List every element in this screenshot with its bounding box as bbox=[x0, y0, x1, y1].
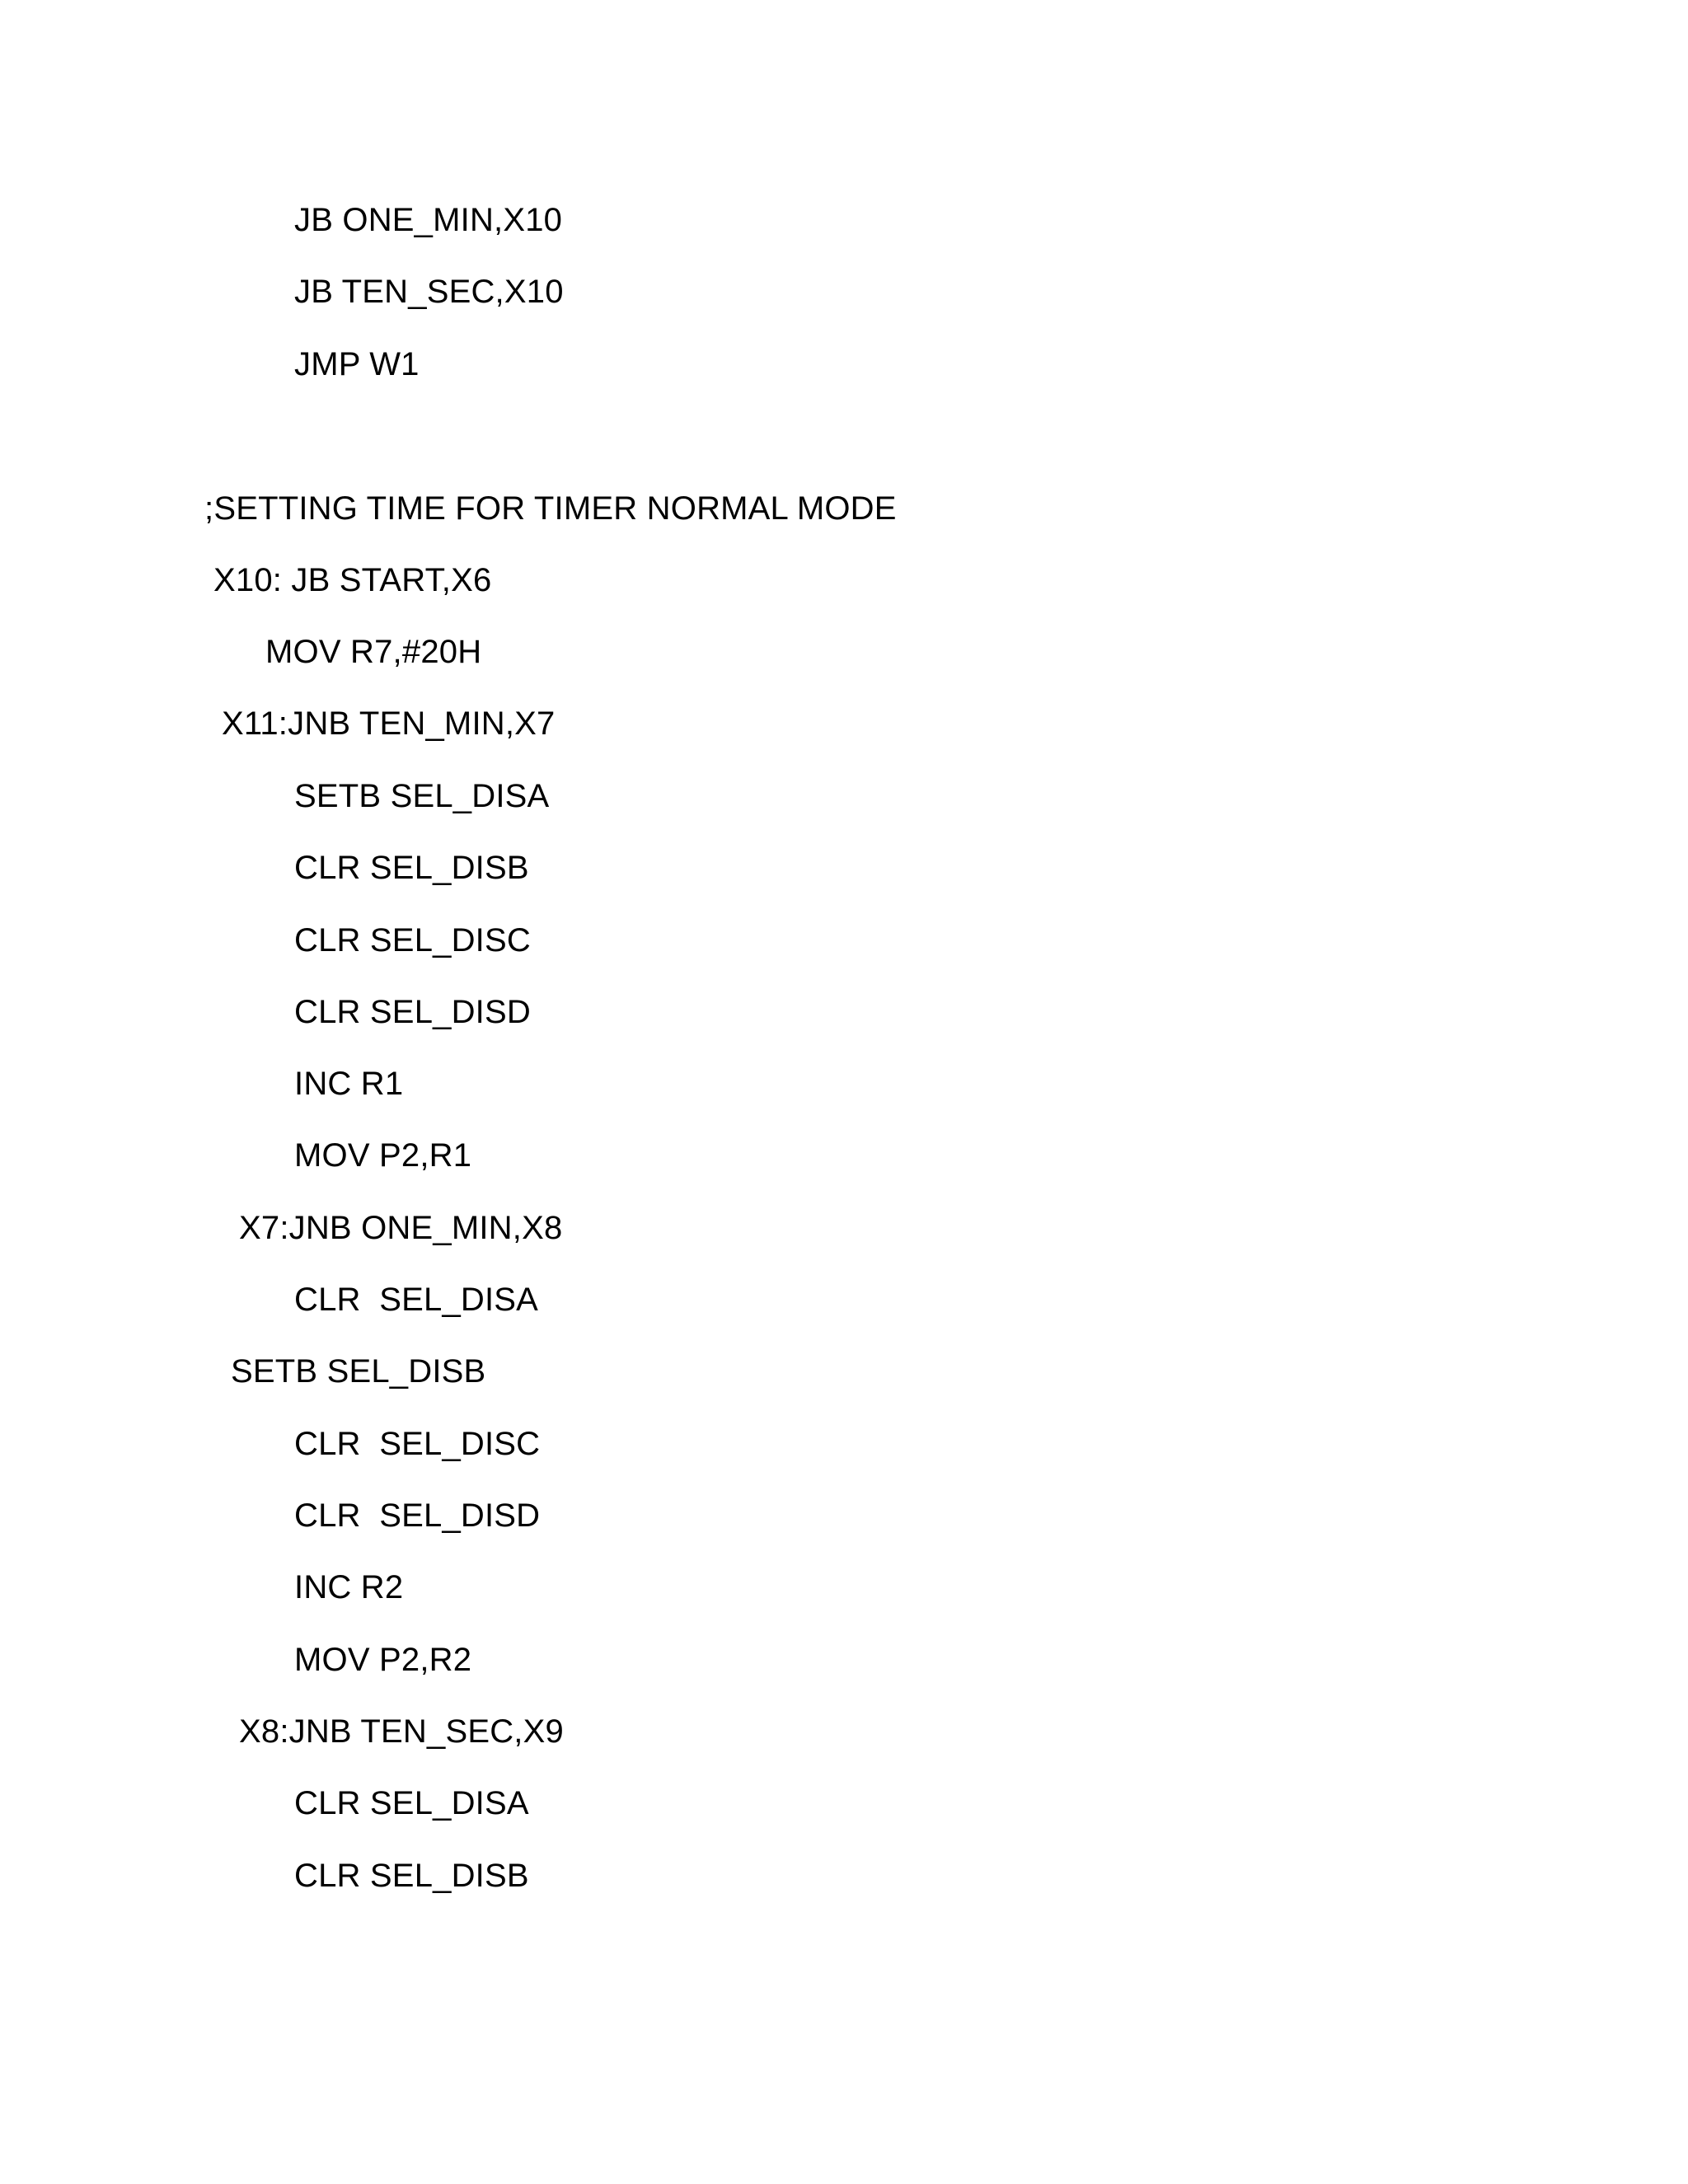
code-line: INC R1 bbox=[294, 1066, 404, 1102]
code-line: CLR SEL_DISB bbox=[294, 1858, 529, 1894]
code-line: CLR SEL_DISD bbox=[294, 1497, 541, 1534]
code-line: X11:JNB TEN_MIN,X7 bbox=[222, 705, 556, 742]
code-line: X8:JNB TEN_SEC,X9 bbox=[239, 1713, 564, 1750]
section-comment: ;SETTING TIME FOR TIMER NORMAL MODE bbox=[204, 490, 897, 527]
code-line: CLR SEL_DISC bbox=[294, 922, 531, 958]
code-line: SETB SEL_DISB bbox=[231, 1353, 486, 1390]
code-line: CLR SEL_DISD bbox=[294, 994, 531, 1030]
code-line: X10: JB START,X6 bbox=[213, 562, 492, 598]
code-line: MOV P2,R1 bbox=[294, 1137, 472, 1174]
code-line: JB TEN_SEC,X10 bbox=[294, 274, 564, 310]
code-line: JMP W1 bbox=[294, 346, 420, 382]
code-line: SETB SEL_DISA bbox=[294, 778, 550, 814]
code-line: INC R2 bbox=[294, 1569, 404, 1605]
code-line: CLR SEL_DISA bbox=[294, 1282, 539, 1318]
code-line: MOV P2,R2 bbox=[294, 1642, 472, 1678]
code-line: X7:JNB ONE_MIN,X8 bbox=[239, 1210, 563, 1246]
code-line: CLR SEL_DISA bbox=[294, 1785, 529, 1821]
code-line: JB ONE_MIN,X10 bbox=[294, 202, 563, 238]
code-line: CLR SEL_DISC bbox=[294, 1426, 541, 1462]
code-line: MOV R7,#20H bbox=[265, 634, 482, 670]
code-line: CLR SEL_DISB bbox=[294, 850, 529, 886]
